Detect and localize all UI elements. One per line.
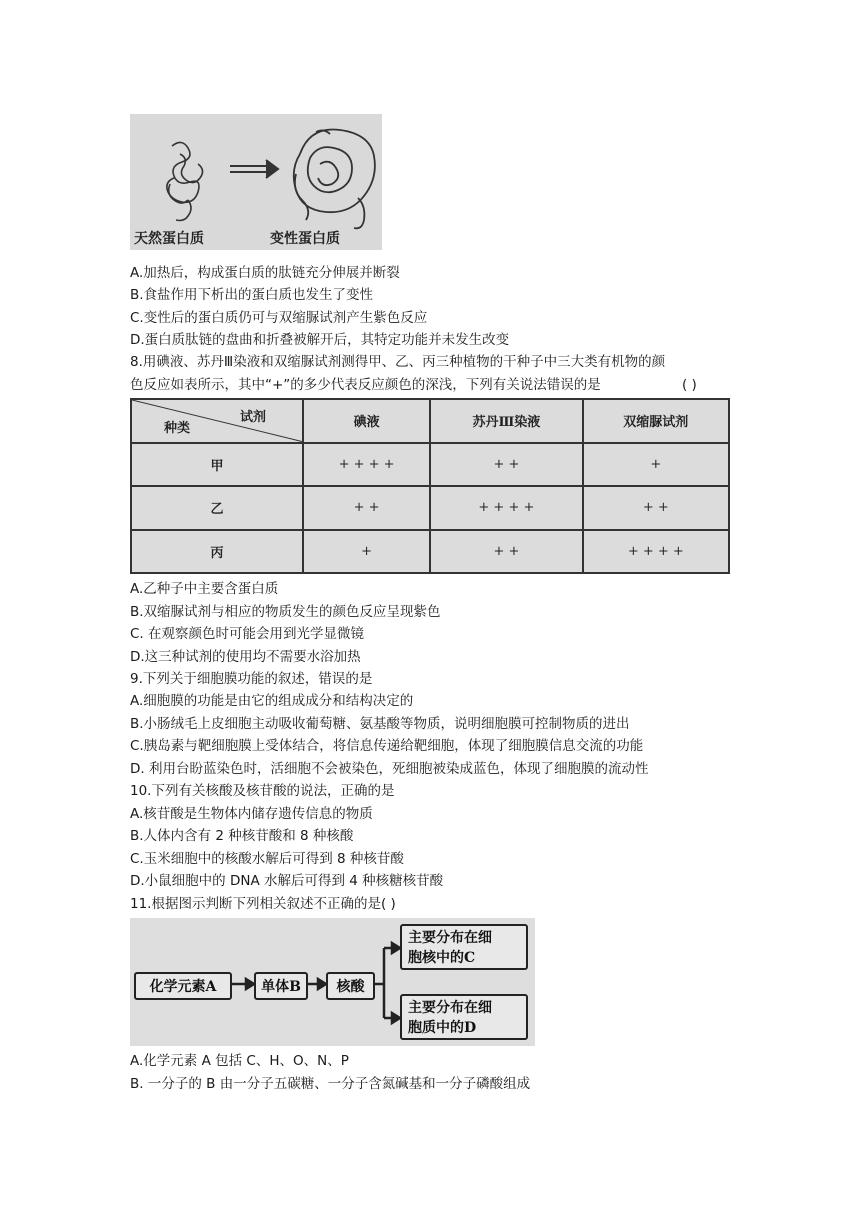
q8-stem-line1: 8.用碘液、苏丹Ⅲ染液和双缩脲试剂测得甲、乙、丙三种植物的干种子中三大类有机物的颜 — [130, 354, 666, 370]
reagent-reaction-table — [130, 398, 730, 574]
q9-option-a: A.细胞膜的功能是由它的组成成分和结构决定的 — [130, 693, 414, 709]
header-biuret: 双缩脲试剂 — [583, 399, 729, 443]
corner-reagent-label: 试剂 — [239, 410, 266, 425]
q8-option-b: B.双缩脲试剂与相应的物质发生的颜色反应呈现紫色 — [130, 604, 441, 620]
header-sudan: 苏丹Ⅲ染液 — [430, 399, 582, 443]
native-protein-coil-icon — [167, 142, 203, 220]
table-cell: + + + + — [303, 443, 430, 487]
table-cell: + + + + — [430, 486, 582, 530]
diagonal-line-icon — [132, 400, 302, 442]
header-iodine: 碘液 — [303, 399, 430, 443]
q10-option-c: C.玉米细胞中的核酸水解后可得到 8 种核苷酸 — [130, 851, 404, 867]
q10-option-b: B.人体内含有 2 种核苷酸和 8 种核酸 — [130, 828, 354, 844]
corner-species-label: 种类 — [164, 420, 191, 436]
q8-option-d: D.这三种试剂的使用均不需要水浴加热 — [130, 649, 361, 665]
q9-option-b: B.小肠绒毛上皮细胞主动吸收葡萄糖、氨基酸等物质，说明细胞膜可控制物质的进出 — [130, 716, 630, 732]
table-cell: + — [303, 530, 430, 574]
box-nucleus-c-line1: 主要分布在细 — [408, 930, 492, 946]
box-monomer-b: 单体B — [254, 972, 308, 1000]
arrow-head-icon — [246, 979, 254, 989]
q11-stem: 11.根据图示判断下列相关叙述不正确的是( ) — [130, 896, 396, 912]
box-cytoplasm-d — [400, 994, 528, 1040]
q7-option-d: D.蛋白质肽链的盘曲和折叠被解开后，其特定功能并未发生改变 — [130, 332, 510, 348]
q8-option-c: C. 在观察颜色时可能会用到光学显微镜 — [130, 626, 365, 642]
box-nucleus-c — [400, 924, 528, 970]
table-cell: + + — [430, 443, 582, 487]
q8-stem-line2: 色反应如表所示，其中“+”的多少代表反应颜色的深浅，下列有关说法错误的是 — [130, 377, 601, 393]
table-row — [131, 486, 729, 530]
box-chemical-element-a: 化学元素A — [134, 972, 232, 1000]
box-nucleic-acid: 核酸 — [326, 972, 375, 1000]
arrow-head-icon — [392, 1013, 400, 1023]
box-cytoplasm-d-line2: 胞质中的D — [408, 1020, 477, 1036]
arrow-head-icon — [318, 979, 326, 989]
table-cell: + + — [430, 530, 582, 574]
q7-option-a: A.加热后，构成蛋白质的肽链充分伸展并断裂 — [130, 265, 400, 281]
q8-option-a: A.乙种子中主要含蛋白质 — [130, 581, 279, 597]
protein-denaturation-figure — [130, 114, 382, 250]
table-header-row — [131, 399, 729, 443]
q11-option-b: B. 一分子的 B 由一分子五碳糖、一分子含氮碱基和一分子磷酸组成 — [130, 1076, 531, 1092]
q10-stem: 10.下列有关核酸及核苷酸的说法，正确的是 — [130, 783, 395, 799]
q11-option-a: A.化学元素 A 包括 C、H、O、N、P — [130, 1053, 349, 1069]
nucleic-acid-flowchart — [130, 918, 535, 1046]
table-row — [131, 530, 729, 574]
box-cytoplasm-d-line1: 主要分布在细 — [408, 1000, 492, 1016]
table-cell: + + — [583, 486, 729, 530]
table-row — [131, 443, 729, 487]
row-label-bing: 丙 — [131, 530, 303, 574]
q7-option-c: C.变性后的蛋白质仍可与双缩脲试剂产生紫色反应 — [130, 310, 428, 326]
denatured-protein-caption: 变性蛋白质 — [270, 231, 340, 247]
row-label-jia: 甲 — [131, 443, 303, 487]
denatured-protein-coil-icon — [294, 130, 375, 229]
q8-answer-paren: ( ) — [682, 377, 697, 393]
q7-option-b: B.食盐作用下析出的蛋白质也发生了变性 — [130, 287, 374, 303]
box-nucleus-c-line2: 胞核中的C — [408, 950, 476, 966]
table-cell: + — [583, 443, 729, 487]
q10-option-d: D.小鼠细胞中的 DNA 水解后可得到 4 种核糖核苷酸 — [130, 873, 444, 889]
native-protein-caption: 天然蛋白质 — [134, 231, 204, 247]
q10-option-a: A.核苷酸是生物体内储存遗传信息的物质 — [130, 806, 373, 822]
q9-option-c: C.胰岛素与靶细胞膜上受体结合，将信息传递给靶细胞，体现了细胞膜信息交流的功能 — [130, 738, 644, 754]
right-arrow-icon — [230, 160, 278, 178]
q9-option-d: D. 利用台盼蓝染色时，活细胞不会被染色，死细胞被染成蓝色，体现了细胞膜的流动性 — [130, 761, 649, 777]
table-cell: + + + + — [583, 530, 729, 574]
row-label-yi: 乙 — [131, 486, 303, 530]
table-cell: + + — [303, 486, 430, 530]
table-corner-cell — [131, 399, 303, 443]
arrow-head-icon — [392, 943, 400, 953]
q9-stem: 9.下列关于细胞膜功能的叙述，错误的是 — [130, 671, 373, 687]
